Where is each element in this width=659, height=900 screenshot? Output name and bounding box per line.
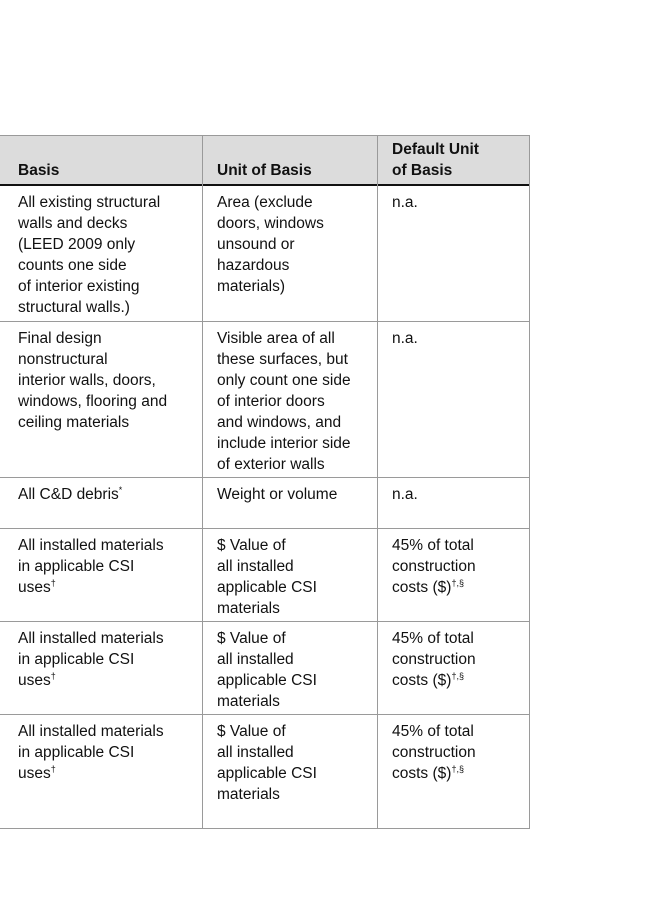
basis-text: All installed materials in applicable CSI uses [18,723,164,782]
basis-text: All installed materials in applicable CSI uses [18,630,164,689]
default-text: n.a. [392,486,418,503]
table-row [0,622,530,715]
default-text: n.a. [392,330,418,347]
header-unit-of-basis: Unit of Basis [217,162,312,179]
basis-footnote-mark: † [50,764,56,774]
unit-cell: $ Value of all installed applicable CSI materials [217,723,317,803]
default-footnote-mark: †,§ [451,671,464,681]
basis-footnote-mark: † [50,578,56,588]
table-row [0,186,530,322]
default-text: 45% of total construction costs ($) [392,630,476,689]
basis-cell [18,628,198,691]
basis-cell [18,721,198,784]
table-right-border [529,135,530,829]
unit-cell: $ Value of all installed applicable CSI materials [217,630,317,710]
basis-footnote-mark: * [118,485,123,495]
basis-cell [18,484,198,505]
default-cell [392,628,527,691]
default-cell [392,192,527,213]
header-basis: Basis [18,162,60,179]
default-footnote-mark: †,§ [451,578,464,588]
unit-cell: Area (exclude doors, windows unsound or hazardous materials) [217,194,324,295]
basis-text: All C&D debris [18,486,119,503]
table-row [0,478,530,529]
basis-cell [18,192,198,318]
default-cell [392,328,527,349]
header-default-unit: Default Unit of Basis [392,141,479,179]
basis-text: All installed materials in applicable CSI uses [18,537,164,596]
default-cell [392,721,527,784]
basis-footnote-mark: † [50,671,56,681]
table-row [0,715,530,829]
column-divider [377,135,378,829]
basis-cell [18,328,198,433]
basis-cell [18,535,198,598]
default-text: 45% of total construction costs ($) [392,537,476,596]
table-row [0,529,530,622]
unit-cell: Visible area of all these surfaces, but only count one side of interior doors and windows, and include interior side of exterior walls [217,330,351,473]
column-divider [202,135,203,829]
unit-cell: $ Value of all installed applicable CSI materials [217,537,317,617]
default-footnote-mark: †,§ [451,764,464,774]
basis-text: All existing structural walls and decks (LEED 2009 only counts one side of interior existing structural walls.) [18,194,161,316]
default-cell [392,535,527,598]
basis-text: Final design nonstructural interior walls, doors, windows, flooring and ceiling materials [18,330,168,431]
default-cell [392,484,527,505]
default-text: 45% of total construction costs ($) [392,723,476,782]
table-row [0,322,530,478]
unit-cell: Weight or volume [217,486,338,503]
table-header [0,135,530,186]
default-text: n.a. [392,194,418,211]
basis-table [0,135,530,803]
